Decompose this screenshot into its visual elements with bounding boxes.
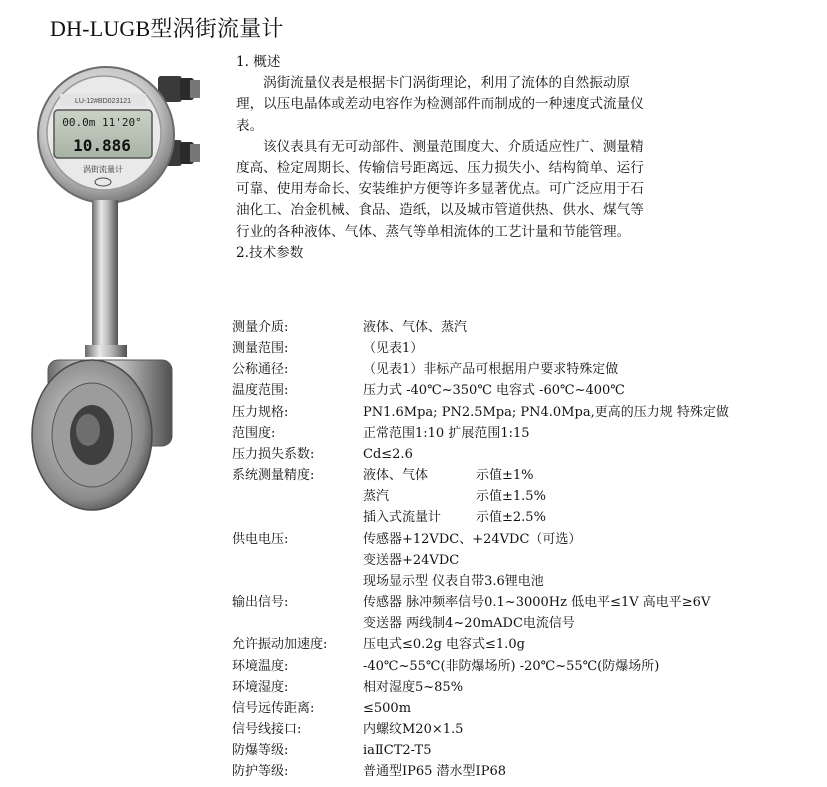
param-label: 系统测量精度: <box>232 468 315 484</box>
param-label: 允许振动加速度: <box>232 637 328 653</box>
param-label: 信号线接口: <box>232 721 302 737</box>
param-value-text: 蒸汽 <box>363 489 390 505</box>
param-value-accuracy: 示值±1.5% <box>476 489 546 505</box>
param-value-line <box>363 317 822 338</box>
param-value-line <box>363 677 822 698</box>
param-value-line <box>363 740 822 761</box>
param-label: 范围度: <box>232 425 276 441</box>
param-value <box>363 529 822 592</box>
param-value <box>363 592 822 634</box>
param-value-text: （见表1） <box>363 341 424 357</box>
overview-section <box>236 52 656 264</box>
param-label: 压力规格: <box>232 404 289 420</box>
param-value-text: 压力式 -40℃~350℃ 电容式 -60℃~400℃ <box>363 383 625 399</box>
param-label: 供电电压: <box>232 531 289 547</box>
param-row <box>232 465 822 528</box>
param-label: 防爆等级: <box>232 743 289 759</box>
param-label: 测量范围: <box>232 341 289 357</box>
param-value <box>363 317 822 338</box>
param-row <box>232 423 822 444</box>
overview-paragraph-2: 该仪表具有无可动部件、测量范围度大、介质适应性广、测量精度高、检定周期长、传输信号距离远、压力损失小、结构简单、运行可靠、使用寿命长、安装维护方便等许多显著优点。可广泛应用于石油化工、冶金机械、食品、造纸，以及城市管道供热、供水、煤气等行业的各种液体、气体、蒸气等单相流体的工艺计量和节能管理。 <box>236 138 644 240</box>
tech-heading: 2.技术参数 <box>236 244 304 261</box>
param-value-line <box>363 444 822 465</box>
param-value <box>363 740 822 761</box>
param-value <box>363 634 822 655</box>
overview-paragraph-1: 涡街流量仪表是根据卡门涡街理论，利用了流体的自然振动原理，以压电晶体或差动电容作为检测部件而制成的一种速度式流量仪表。 <box>236 75 644 134</box>
page-title: DH-LUGB型涡街流量计 <box>50 16 284 41</box>
param-value-text: PN1.6Mpa; PN2.5Mpa; PN4.0Mpa,更高的压力规 特殊定做 <box>363 404 729 420</box>
param-value-text: 内螺纹M20×1.5 <box>363 721 464 737</box>
param-value <box>363 719 822 740</box>
overview-heading: 1. 概述 <box>236 54 281 70</box>
lcd-reading-main: 10.886 <box>73 136 131 155</box>
param-row <box>232 529 822 592</box>
param-value-line <box>363 380 822 401</box>
param-value-text: 变送器 两线制4~20mADC电流信号 <box>363 616 575 632</box>
param-label: 输出信号: <box>232 595 289 611</box>
param-row <box>232 698 822 719</box>
param-value-line <box>363 761 822 782</box>
param-value-text: 变送器+24VDC <box>363 552 460 568</box>
param-value <box>363 338 822 359</box>
param-label: 测量介质: <box>232 320 289 335</box>
param-value-line <box>363 592 822 613</box>
param-value-line <box>363 359 822 380</box>
param-value-text: 液体、气体 <box>363 468 429 484</box>
param-value-text: 压电式≤0.2g 电容式≤1.0g <box>363 637 525 653</box>
param-label: 防护等级: <box>232 764 289 780</box>
param-value-text: 传感器 脉冲频率信号0.1~3000Hz 低电平≤1V 高电平≥6V <box>363 595 711 611</box>
param-row <box>232 761 822 782</box>
flange-body <box>32 360 172 510</box>
tech-params-table <box>232 317 822 782</box>
param-value-text: ≤500m <box>363 700 412 716</box>
param-row <box>232 677 822 698</box>
param-value-line <box>363 550 822 571</box>
param-label: 温度范围: <box>232 383 289 399</box>
param-value-text: 插入式流量计 <box>363 510 442 526</box>
param-value <box>363 761 822 782</box>
display-model-label: LU-12#BD023121 <box>74 98 132 105</box>
lcd-reading-top: 00.0m 11'20° <box>62 116 142 129</box>
param-label: 信号远传距离: <box>232 700 315 716</box>
param-value-text: 相对湿度5~85% <box>363 679 464 695</box>
param-value-line <box>363 338 822 359</box>
faceplate-label: 涡街流量计 <box>83 165 123 174</box>
param-value-text: iaⅡCT2-T5 <box>363 743 432 759</box>
param-value <box>363 698 822 719</box>
param-value-text: 正常范围1:10 扩展范围1:15 <box>363 425 530 441</box>
param-label: 压力损失系数: <box>232 446 315 462</box>
param-value <box>363 380 822 401</box>
param-value-line <box>363 613 822 634</box>
param-value-line <box>363 698 822 719</box>
param-row <box>232 740 822 761</box>
param-value-line <box>363 634 822 655</box>
param-row <box>232 444 822 465</box>
param-row <box>232 634 822 655</box>
param-value-line <box>363 402 822 423</box>
param-value <box>363 465 822 528</box>
param-row <box>232 656 822 677</box>
param-value <box>363 423 822 444</box>
neck <box>92 200 118 350</box>
param-value-text: -40℃~55℃(非防爆场所) -20℃~55℃(防爆场所) <box>363 658 660 674</box>
param-value-line <box>363 719 822 740</box>
flowmeter-photo <box>30 60 220 720</box>
param-value-line <box>363 507 822 528</box>
param-row <box>232 380 822 401</box>
param-value <box>363 444 822 465</box>
param-value <box>363 677 822 698</box>
param-value-accuracy: 示值±1% <box>476 468 534 484</box>
param-value-accuracy: 示值±2.5% <box>476 510 546 526</box>
param-value <box>363 656 822 677</box>
param-value-line <box>363 486 822 507</box>
param-value-line <box>363 529 822 550</box>
param-value-line <box>363 423 822 444</box>
param-value <box>363 402 822 423</box>
param-value-text: 普通型IP65 潜水型IP68 <box>363 764 506 780</box>
param-row <box>232 317 822 338</box>
param-row <box>232 719 822 740</box>
param-value-line <box>363 656 822 677</box>
param-value-text: 现场显示型 仪表自带3.6锂电池 <box>363 573 544 589</box>
param-label: 环境湿度: <box>232 679 289 695</box>
param-row <box>232 402 822 423</box>
param-value-text: 传感器+12VDC、+24VDC（可选） <box>363 531 582 547</box>
param-row <box>232 338 822 359</box>
param-row <box>232 592 822 634</box>
param-value-text: （见表1）非标产品可根据用户要求特殊定做 <box>363 362 619 378</box>
param-value-text: Cd≤2.6 <box>363 446 413 462</box>
param-value-text: 液体、气体、蒸汽 <box>363 320 468 335</box>
param-value-line <box>363 465 822 486</box>
param-value-line <box>363 571 822 592</box>
param-value <box>363 359 822 380</box>
param-row <box>232 359 822 380</box>
param-label: 环境温度: <box>232 658 289 674</box>
param-label: 公称通径: <box>232 362 289 378</box>
